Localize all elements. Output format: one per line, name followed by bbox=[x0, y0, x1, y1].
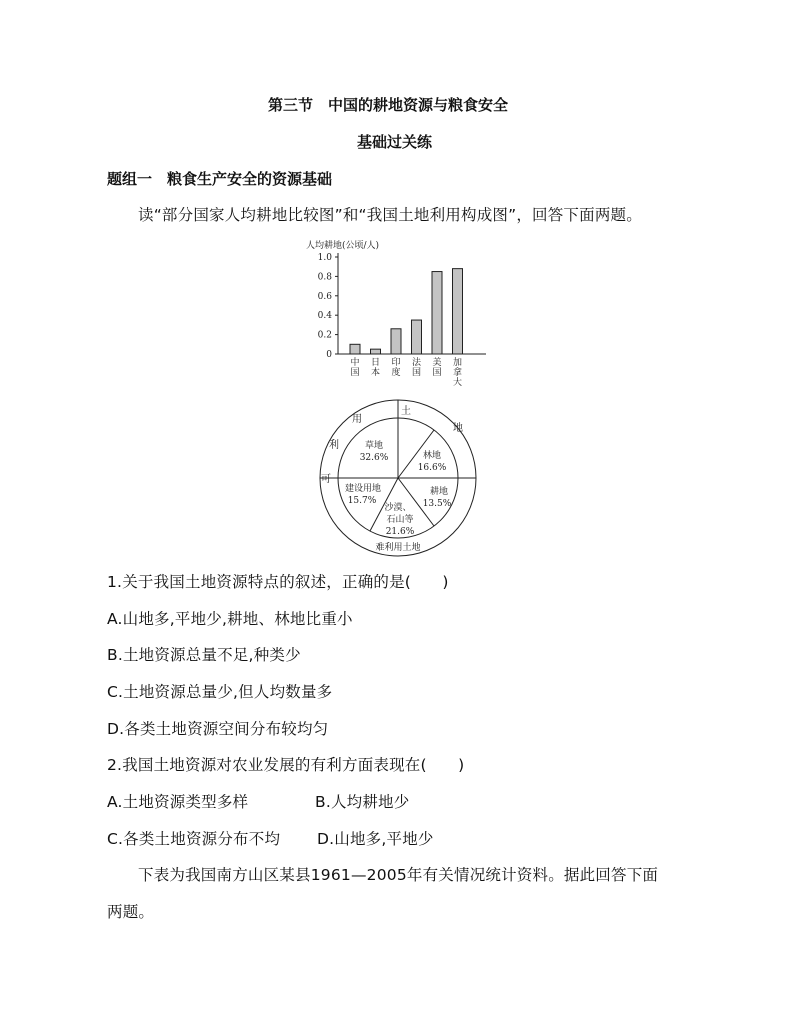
y-tick-label: 0.6 bbox=[317, 291, 332, 302]
question-2-option-b: B.人均耕地少 bbox=[315, 793, 410, 811]
x-tick-label: 大 bbox=[452, 378, 463, 388]
x-tick-label: 日 bbox=[370, 358, 381, 368]
slice-value-cropland: 13.5% bbox=[422, 499, 452, 509]
question-2-option-a: A.土地资源类型多样 bbox=[107, 793, 249, 811]
y-tick-label: 0 bbox=[326, 350, 332, 360]
ring-char-yong: 用 bbox=[352, 414, 362, 425]
slice-label-forest: 林地 bbox=[422, 451, 442, 461]
bar bbox=[371, 349, 381, 354]
ring-char-li: 利 bbox=[329, 440, 339, 451]
x-tick-label: 国 bbox=[350, 368, 360, 378]
slice-value-construction: 15.7% bbox=[347, 496, 377, 506]
y-tick-label: 0.4 bbox=[317, 311, 332, 322]
ring-char-tu: 土 bbox=[401, 406, 411, 417]
bar bbox=[391, 329, 401, 354]
question-1-option-d: D.各类土地资源空间分布较均匀 bbox=[107, 720, 329, 738]
outro-line-1: 下表为我国南方山区某县1961—2005年有关情况统计资料。据此回答下面 bbox=[138, 866, 659, 884]
ring-char-di: 地 bbox=[453, 423, 463, 434]
slice-label-construction: 建设用地 bbox=[344, 484, 382, 494]
x-tick-label: 法 bbox=[411, 358, 422, 368]
bar bbox=[412, 320, 422, 354]
y-tick-label: 0.8 bbox=[317, 272, 332, 283]
ring-char-ke: 可 bbox=[321, 474, 331, 485]
x-tick-label: 度 bbox=[391, 368, 401, 378]
y-axis-label: 人均耕地(公顷/人) bbox=[306, 241, 380, 251]
question-1-stem: 1.关于我国土地资源特点的叙述，正确的是( ) bbox=[107, 573, 449, 591]
x-tick-label: 中 bbox=[350, 358, 360, 368]
slice-label-desert-a: 沙漠、 bbox=[384, 503, 412, 513]
page-title: 第三节 中国的耕地资源与粮食安全 bbox=[268, 96, 509, 114]
slice-label-cropland: 耕地 bbox=[429, 487, 449, 497]
x-tick-label: 国 bbox=[432, 368, 442, 378]
x-tick-label: 本 bbox=[370, 368, 381, 378]
question-2-option-d: D.山地多,平地少 bbox=[317, 830, 434, 848]
group-title: 题组一 粮食生产安全的资源基础 bbox=[107, 170, 333, 188]
y-tick-label: 1.0 bbox=[317, 253, 332, 263]
x-tick-label: 国 bbox=[411, 368, 422, 378]
question-2-stem: 2.我国土地资源对农业发展的有利方面表现在( ) bbox=[107, 756, 465, 774]
x-tick-label: 加 bbox=[452, 358, 463, 368]
x-tick-label: 美 bbox=[432, 358, 442, 368]
question-1-option-c: C.土地资源总量少,但人均数量多 bbox=[107, 683, 333, 701]
x-tick-label: 拿 bbox=[452, 368, 463, 378]
bar bbox=[432, 272, 442, 354]
question-1-option-a: A.山地多,平地少,耕地、林地比重小 bbox=[107, 610, 353, 628]
bar bbox=[453, 269, 463, 354]
pie-chart bbox=[312, 398, 484, 560]
slice-value-desert: 21.6% bbox=[385, 527, 415, 537]
bar-chart bbox=[300, 236, 500, 396]
slice-value-grass: 32.6% bbox=[359, 453, 389, 463]
ring-bottom-label: 难利用土地 bbox=[375, 543, 421, 553]
y-tick-label: 0.2 bbox=[317, 330, 332, 341]
slice-value-forest: 16.6% bbox=[417, 463, 447, 473]
x-tick-label: 印 bbox=[391, 358, 401, 368]
outro-line-2: 两题。 bbox=[107, 903, 155, 921]
question-1-option-b: B.土地资源总量不足,种类少 bbox=[107, 646, 301, 664]
slice-label-desert-b: 石山等 bbox=[386, 515, 414, 525]
intro-text: 读“部分国家人均耕地比较图”和“我国土地利用构成图”，回答下面两题。 bbox=[138, 206, 642, 224]
subtitle: 基础过关练 bbox=[357, 133, 433, 151]
question-2-option-c: C.各类土地资源分布不均 bbox=[107, 830, 281, 848]
bar bbox=[350, 344, 360, 354]
slice-label-grass: 草地 bbox=[364, 441, 384, 451]
